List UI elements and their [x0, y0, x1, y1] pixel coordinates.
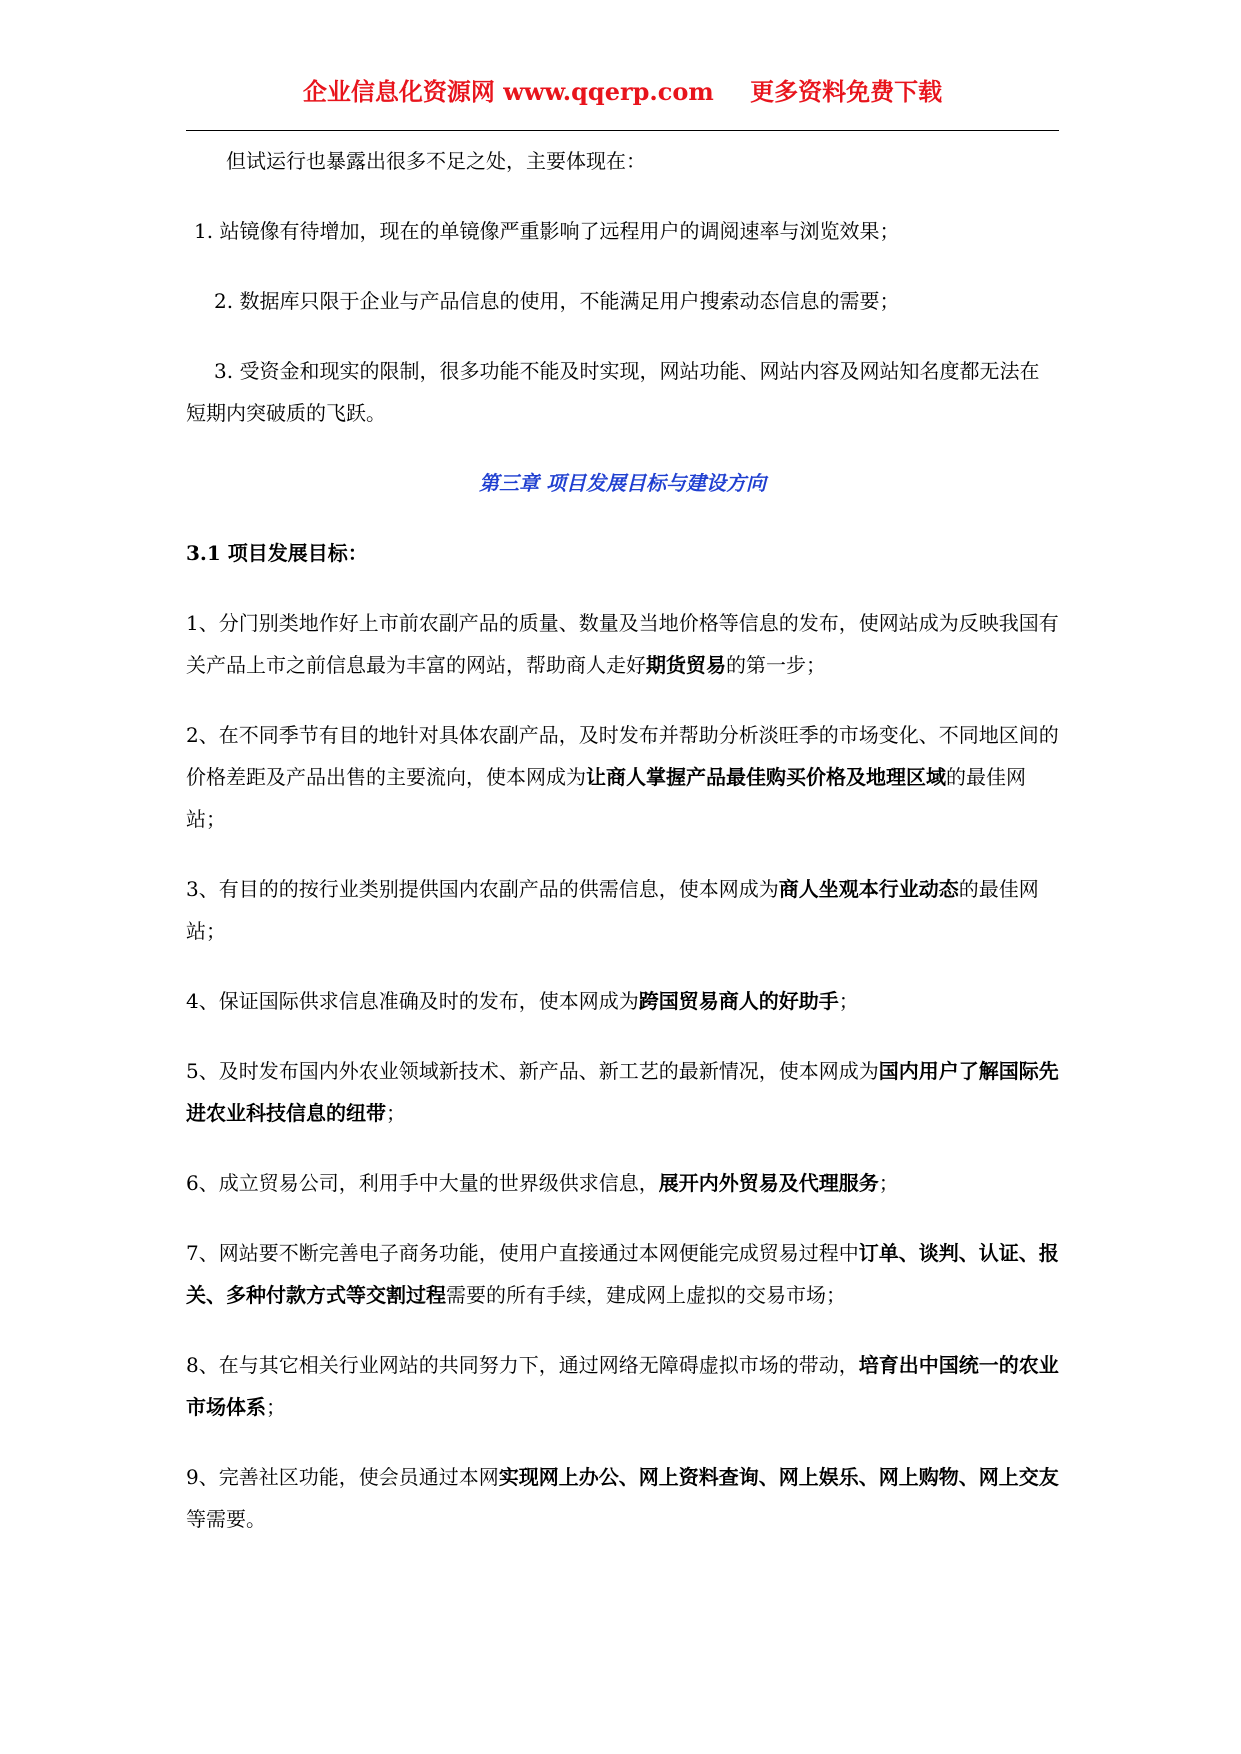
page-header: [186, 72, 1059, 112]
issue-item: 1. 站镜像有待增加，现在的单镜像严重影响了远程用户的调阅速率与浏览效果；: [194, 219, 900, 243]
chapter-title: 第三章 项目发展目标与建设方向: [479, 471, 766, 495]
goal-item: 2、在不同季节有目的地针对具体农副产品，及时发布并帮助分析淡旺季的市场变化、不同地区间的价格差距及产品出售的主要流向，使本网成为让商人掌握产品最佳购买价格及地理区域的最佳网站；: [186, 723, 1059, 831]
goal-emphasis: 展开内外贸易及代理服务: [658, 1171, 879, 1195]
goal-emphasis: 商人坐观本行业动态: [778, 877, 959, 901]
goal-emphasis: 培育出中国统一的农业市场体系: [186, 1353, 1059, 1419]
goal-item: 4、保证国际供求信息准确及时的发布，使本网成为跨国贸易商人的好助手；: [186, 989, 859, 1013]
section-heading: 3.1 项目发展目标：: [186, 541, 368, 565]
goal-emphasis: 让商人掌握产品最佳购买价格及地理区域: [586, 765, 946, 789]
goal-emphasis: 国内用户了解国际先进农业科技信息的纽带: [186, 1059, 1059, 1125]
goal-item: 1、分门别类地作好上市前农副产品的质量、数量及当地价格等信息的发布，使网站成为反映我国有关产品上市之前信息最为丰富的网站，帮助商人走好期货贸易的第一步；: [186, 611, 1059, 677]
header-site-name: 企业信息化资源网 www.qqerp.com: [302, 77, 714, 106]
header-divider: [186, 130, 1059, 131]
issue-item: 3. 受资金和现实的限制，很多功能不能及时实现，网站功能、网站内容及网站知名度都无法在短期内突破质的飞跃。: [186, 359, 1040, 425]
goal-emphasis: 跨国贸易商人的好助手: [638, 989, 839, 1013]
intro-paragraph: 但试运行也暴露出很多不足之处，主要体现在：: [226, 149, 646, 173]
goal-item: 9、完善社区功能，使会员通过本网实现网上办公、网上资料查询、网上娱乐、网上购物、网上交友等需要。: [186, 1465, 1059, 1531]
goal-emphasis: 订单、谈判、认证、报关、多种付款方式等交割过程: [186, 1241, 1059, 1307]
goal-item: 5、及时发布国内外农业领域新技术、新产品、新工艺的最新情况，使本网成为国内用户了解国际先进农业科技信息的纽带；: [186, 1059, 1059, 1125]
issue-item: 2. 数据库只限于企业与产品信息的使用，不能满足用户搜索动态信息的需要；: [214, 289, 900, 313]
header-slogan: 更多资料免费下载: [750, 77, 943, 106]
goal-emphasis: 实现网上办公、网上资料查询、网上娱乐、网上购物、网上交友: [498, 1465, 1059, 1489]
document-body: [186, 140, 1059, 1540]
goal-item: 3、有目的的按行业类别提供国内农副产品的供需信息，使本网成为商人坐观本行业动态的最佳网站；: [186, 877, 1039, 943]
goal-emphasis: 期货贸易: [646, 653, 726, 677]
goal-item: 7、网站要不断完善电子商务功能，使用户直接通过本网便能完成贸易过程中订单、谈判、认证、报关、多种付款方式等交割过程需要的所有手续，建成网上虚拟的交易市场；: [186, 1241, 1059, 1307]
goal-item: 6、成立贸易公司，利用手中大量的世界级供求信息，展开内外贸易及代理服务；: [186, 1171, 899, 1195]
goal-item: 8、在与其它相关行业网站的共同努力下，通过网络无障碍虚拟市场的带动，培育出中国统一的农业市场体系；: [186, 1353, 1059, 1419]
